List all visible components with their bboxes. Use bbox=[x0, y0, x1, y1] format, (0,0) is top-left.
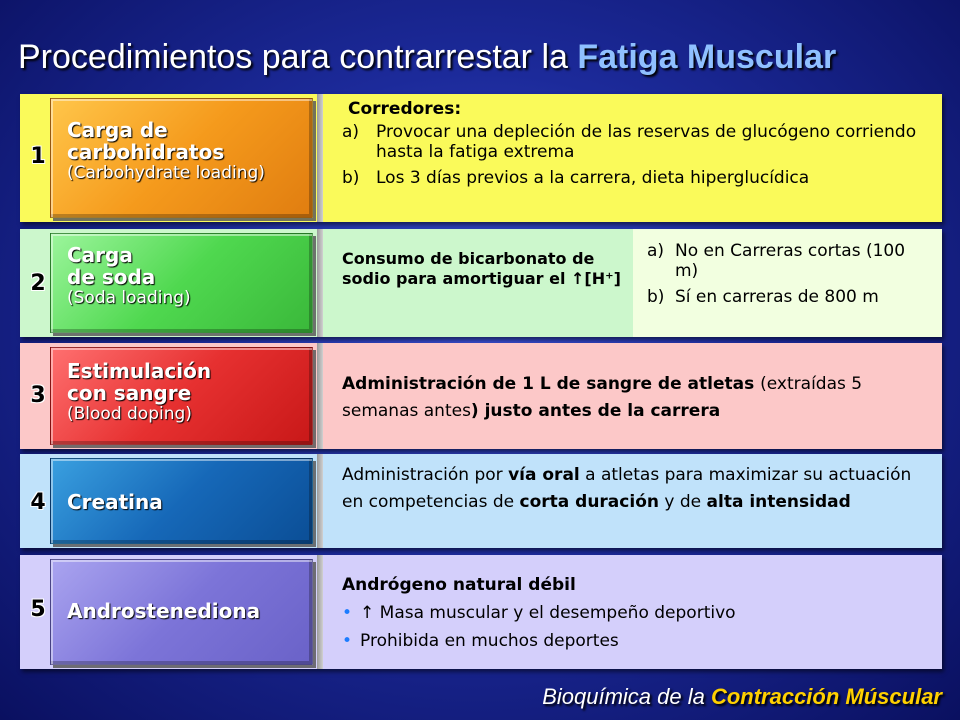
description-bold: alta intensidad bbox=[706, 492, 851, 512]
procedure-label-box bbox=[50, 559, 313, 665]
row-number: 4 bbox=[30, 490, 46, 515]
description-text: Consumo de bicarbonato de sodio para amortiguar el bbox=[342, 249, 595, 288]
description-bold: vía oral bbox=[508, 465, 580, 485]
row-creatine bbox=[20, 454, 942, 548]
row-carbohydrate-loading bbox=[20, 94, 942, 222]
list-item bbox=[342, 627, 934, 655]
notes-list bbox=[647, 241, 930, 307]
title-main: Procedimientos para contrarrestar la bbox=[18, 38, 578, 76]
description-heading: Andrógeno natural débil bbox=[342, 575, 576, 595]
list-marker: b) bbox=[647, 287, 665, 307]
procedure-label-box bbox=[50, 458, 313, 544]
up-arrow-icon: ↑ bbox=[571, 269, 585, 288]
title-highlight: Fatiga Muscular bbox=[577, 38, 837, 76]
label-bold-line: con sangre bbox=[67, 381, 192, 405]
hydrogen-ion: [H⁺] bbox=[584, 269, 621, 288]
list-text: Los 3 días previos a la carrera, dieta hiperglucídica bbox=[376, 168, 810, 188]
list-item bbox=[342, 168, 934, 188]
separator bbox=[317, 555, 323, 669]
list-text: Prohibida en muchos deportes bbox=[360, 631, 619, 651]
list-marker: a) bbox=[647, 241, 665, 261]
separator bbox=[317, 229, 323, 337]
slide-title bbox=[18, 38, 836, 77]
row-number: 3 bbox=[30, 383, 46, 408]
label-english: (Blood doping) bbox=[67, 404, 192, 424]
list-text: No en Carreras cortas (100 m) bbox=[675, 241, 906, 281]
list-marker: b) bbox=[342, 168, 360, 188]
row-number: 1 bbox=[30, 144, 46, 169]
list-item bbox=[647, 287, 930, 307]
procedure-description bbox=[342, 371, 934, 425]
label-bold-line: Carga de bbox=[67, 118, 168, 142]
separator bbox=[317, 343, 323, 449]
description-text: (extraídas 5 semanas antes bbox=[342, 374, 863, 421]
list-item bbox=[342, 122, 934, 162]
footer-subject bbox=[542, 684, 942, 710]
list-text: Sí en carreras de 800 m bbox=[675, 287, 879, 307]
footer-main: Bioquímica de la bbox=[542, 684, 711, 709]
description-text: a atletas para maximizar su actuación en competencias de bbox=[342, 465, 912, 512]
description-bold: Administración de 1 L de sangre de atletas bbox=[342, 374, 761, 394]
procedure-description bbox=[342, 249, 632, 289]
list-marker: a) bbox=[342, 122, 360, 142]
procedure-label-box bbox=[50, 347, 313, 445]
row-androstenedione bbox=[20, 555, 942, 669]
procedure-description bbox=[342, 462, 934, 516]
bullet-list bbox=[342, 599, 934, 655]
procedure-description bbox=[342, 98, 934, 188]
row-soda-loading bbox=[20, 229, 942, 337]
procedure-label-box bbox=[50, 98, 313, 218]
row-number: 5 bbox=[30, 597, 46, 622]
label-bold-line: Creatina bbox=[67, 490, 163, 514]
list-text: ↑ Masa muscular y el desempeño deportivo bbox=[360, 603, 736, 623]
description-bold: corta duración bbox=[519, 492, 659, 512]
description-bold: ) justo antes de la carrera bbox=[470, 401, 721, 421]
procedure-label-box bbox=[50, 233, 313, 333]
footer-highlight: Contracción Múscular bbox=[710, 684, 942, 709]
label-english: (Carbohydrate loading) bbox=[67, 163, 265, 183]
list-item bbox=[342, 599, 934, 627]
soda-notes-panel bbox=[633, 229, 942, 337]
row-number: 2 bbox=[30, 271, 46, 296]
description-text: Administración por bbox=[342, 465, 509, 485]
list-text: Provocar una depleción de las reservas de glucógeno corriendo hasta la fatiga extrema bbox=[376, 122, 917, 162]
list-item bbox=[647, 241, 930, 281]
label-bold-line: carbohidratos bbox=[67, 140, 225, 164]
label-english: (Soda loading) bbox=[67, 288, 191, 308]
separator bbox=[317, 94, 323, 222]
label-bold-line: de soda bbox=[67, 265, 156, 289]
description-text: y de bbox=[658, 492, 707, 512]
row-blood-doping bbox=[20, 343, 942, 449]
label-bold-line: Estimulación bbox=[67, 359, 212, 383]
separator bbox=[317, 454, 323, 548]
label-bold-line: Androstenediona bbox=[67, 599, 261, 623]
description-list bbox=[342, 122, 934, 188]
description-heading: Corredores: bbox=[348, 99, 462, 119]
procedure-description bbox=[342, 571, 934, 655]
label-bold-line: Carga bbox=[67, 243, 133, 267]
